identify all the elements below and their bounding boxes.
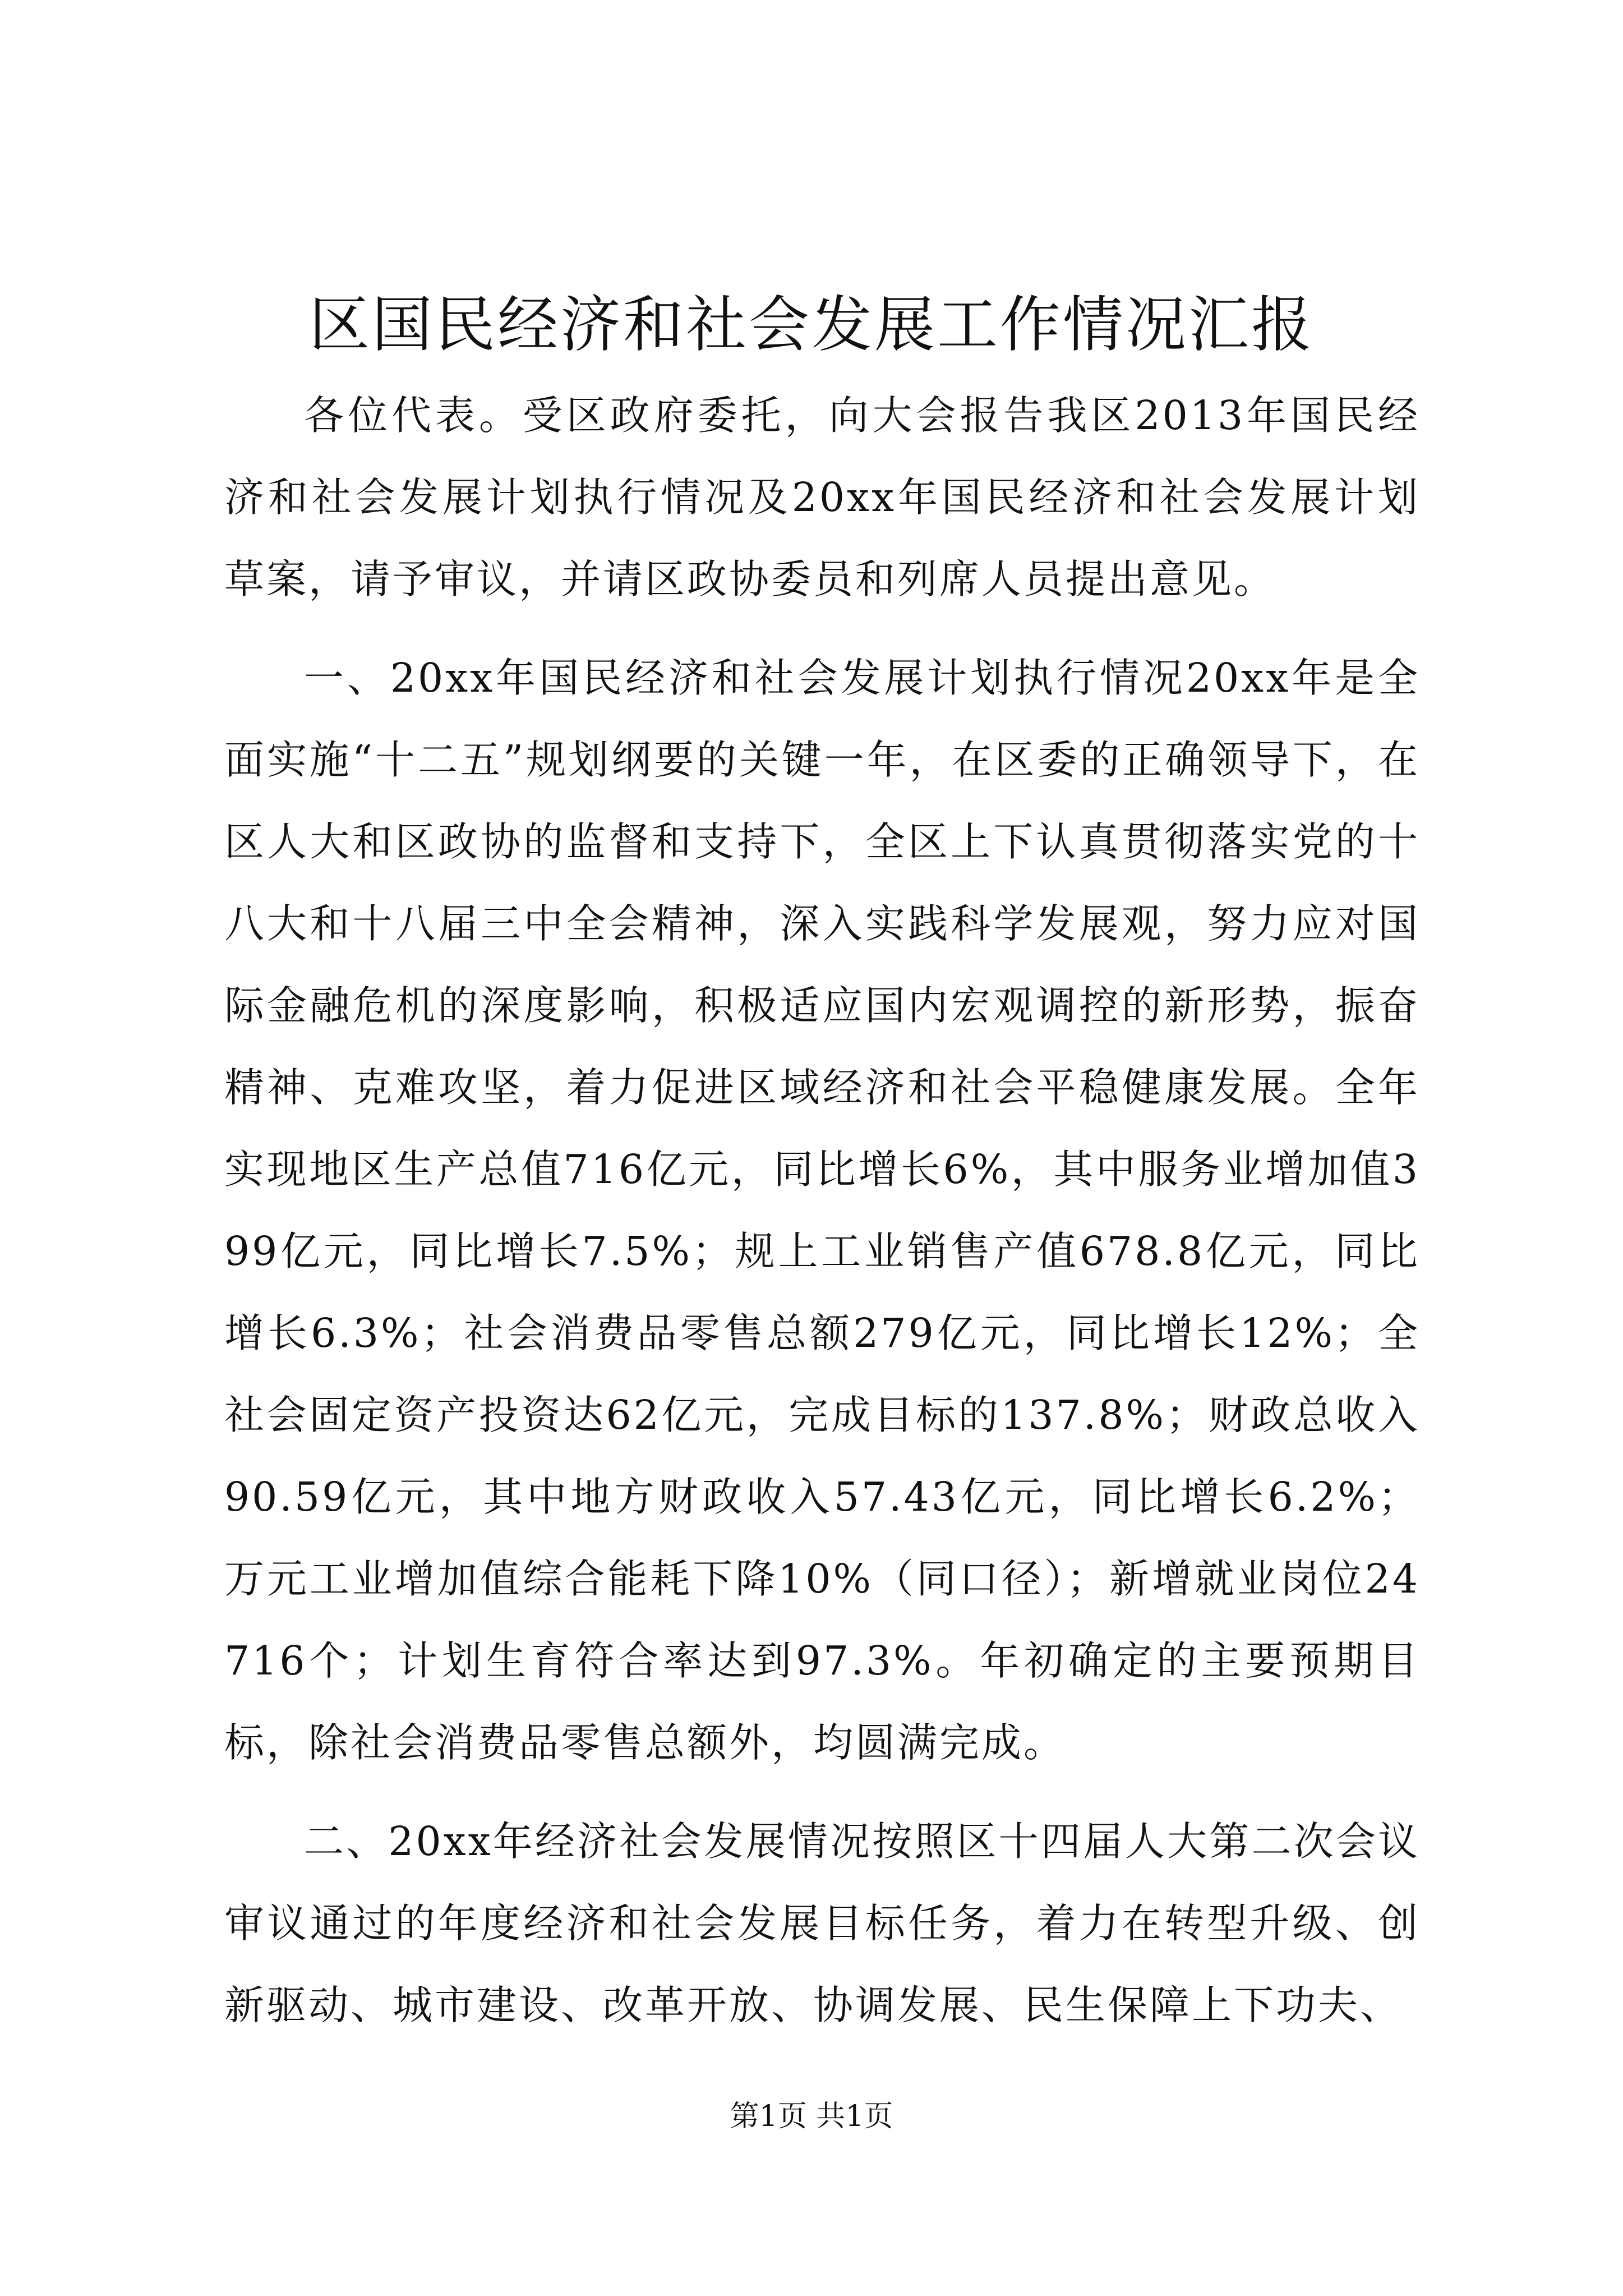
page-number-footer: 第1页 共1页	[730, 2100, 893, 2133]
paragraph-section-one: 一、20xx年国民经济和社会发展计划执行情况20xx年是全面实施“十二五”规划纲要的关键一年，在区委的正确领导下，在区人大和区政协的监督和支持下，全区上下认真贯彻落实党的十八大和十八届三中全会精神，深入实践科学发展观，努力应对国际金融危机的深度影响，积极适应国内宏观调控的新形势，振奋精神、克难攻坚，着力促进区域经济和社会平稳健康发展。全年实现地区生产总值716亿元，同比增长6%，其中服务业增加值399亿元，同比增长7.5%；规上工业销售产值678.8亿元，同比增长6.3%；社会消费品零售总额279亿元，同比增长12%；全社会固定资产投资达62亿元，完成目标的137.8%；财政总收入90.59亿元，其中地方财政收入57.43亿元，同比增长6.2%；万元工业增加值综合能耗下降10%（同口径）；新增就业岗位24716个；计划生育符合率达到97.3%。年初确定的主要预期目标，除社会消费品零售总额外，均圆满完成。	[224, 655, 1420, 1766]
document-title: 区国民经济和社会发展工作情况汇报	[308, 290, 1314, 360]
paragraph-section-two: 二、20xx年经济社会发展情况按照区十四届人大第二次会议审议通过的年度经济和社会发展目标任务，着力在转型升级、创新驱动、城市建设、改革开放、协调发展、民生保障上下功夫、	[224, 1818, 1420, 2028]
document-body	[224, 375, 1420, 2046]
paragraph-intro: 各位代表。受区政府委托，向大会报告我区2013年国民经济和社会发展计划执行情况及20xx年国民经济和社会发展计划草案，请予审议，并请区政协委员和列席人员提出意见。	[224, 392, 1420, 602]
